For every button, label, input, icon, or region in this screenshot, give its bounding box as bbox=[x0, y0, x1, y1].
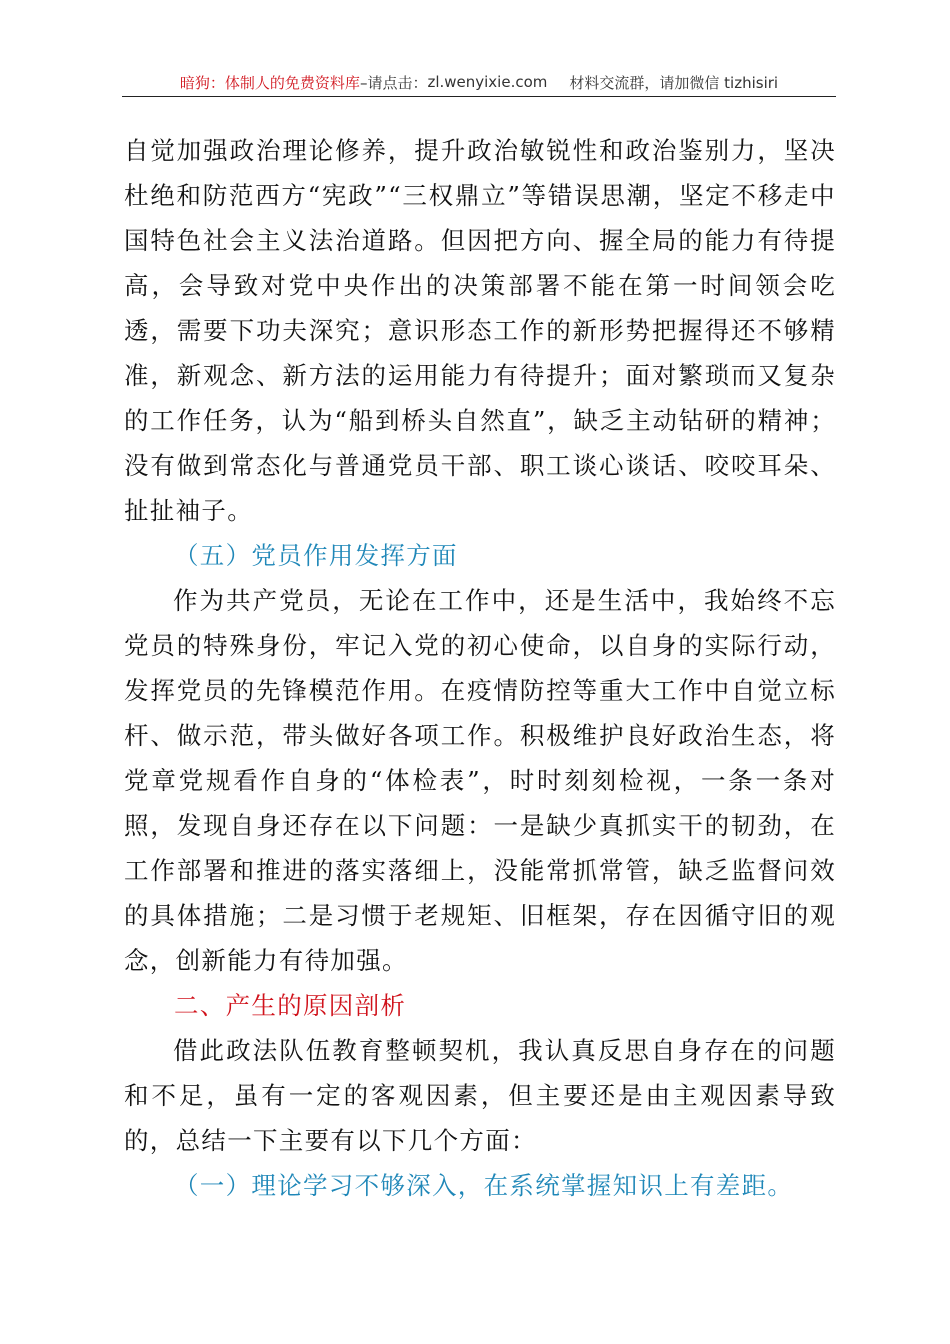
document-body bbox=[124, 128, 836, 1208]
subheading-theory-study: （一）理论学习不够深入，在系统掌握知识上有差距。 bbox=[174, 1171, 794, 1200]
header-site-name: 暗狗：体制人的免费资料库 bbox=[179, 73, 360, 92]
paragraph-cause-intro: 借此政法队伍教育整顿契机，我认真反思自身存在的问题和不足，虽有一定的客观因素，但主要还是由主观因素导致的，总结一下主要有以下几个方面： bbox=[124, 1036, 836, 1155]
header-click-prompt: –请点击： bbox=[359, 73, 428, 92]
paragraph-continued: 自觉加强政治理论修养，提升政治敏锐性和政治鉴别力，坚决杜绝和防范西方“宪政”“三权鼎立”等错误思潮，坚定不移走中国特色社会主义法治道路。但因把方向、握全局的能力有待提高，会导致对党中央作出的决策部署不能在第一时间领会吃透，需要下功夫深究；意识形态工作的新形势把握得还不够精准，新观念、新方法的运用能力有待提升；面对繁琐而又复杂的工作任务，认为“船到桥头自然直”，缺乏主动钻研的精神；没有做到常态化与普通党员干部、职工谈心谈话、咬咬耳朵、扯扯袖子。 bbox=[124, 136, 836, 525]
page-header bbox=[122, 70, 836, 94]
paragraph-party-member-role: 作为共产党员，无论在工作中，还是生活中，我始终不忘党员的特殊身份，牢记入党的初心使命，以自身的实际行动，发挥党员的先锋模范作用。在疫情防控等重大工作中自觉立标杆、做示范，带头做好各项工作。积极维护良好政治生态，将党章党规看作自身的“体检表”，时时刻刻检视，一条一条对照，发现自身还存在以下问题：一是缺少真抓实干的韧劲，在工作部署和推进的落实落细上，没能常抓常管，缺乏监督问效的具体措施；二是习惯于老规矩、旧框架，存在因循守旧的观念，创新能力有待加强。 bbox=[124, 586, 836, 975]
subheading-party-member-role: （五）党员作用发挥方面 bbox=[174, 541, 458, 570]
section-heading-cause-analysis: 二、产生的原因剖析 bbox=[174, 991, 407, 1020]
header-contact: 材料交流群，请加微信 tizhisiri bbox=[569, 73, 779, 92]
header-divider bbox=[122, 96, 836, 97]
header-link[interactable]: zl.wenyixie.com bbox=[427, 73, 548, 91]
